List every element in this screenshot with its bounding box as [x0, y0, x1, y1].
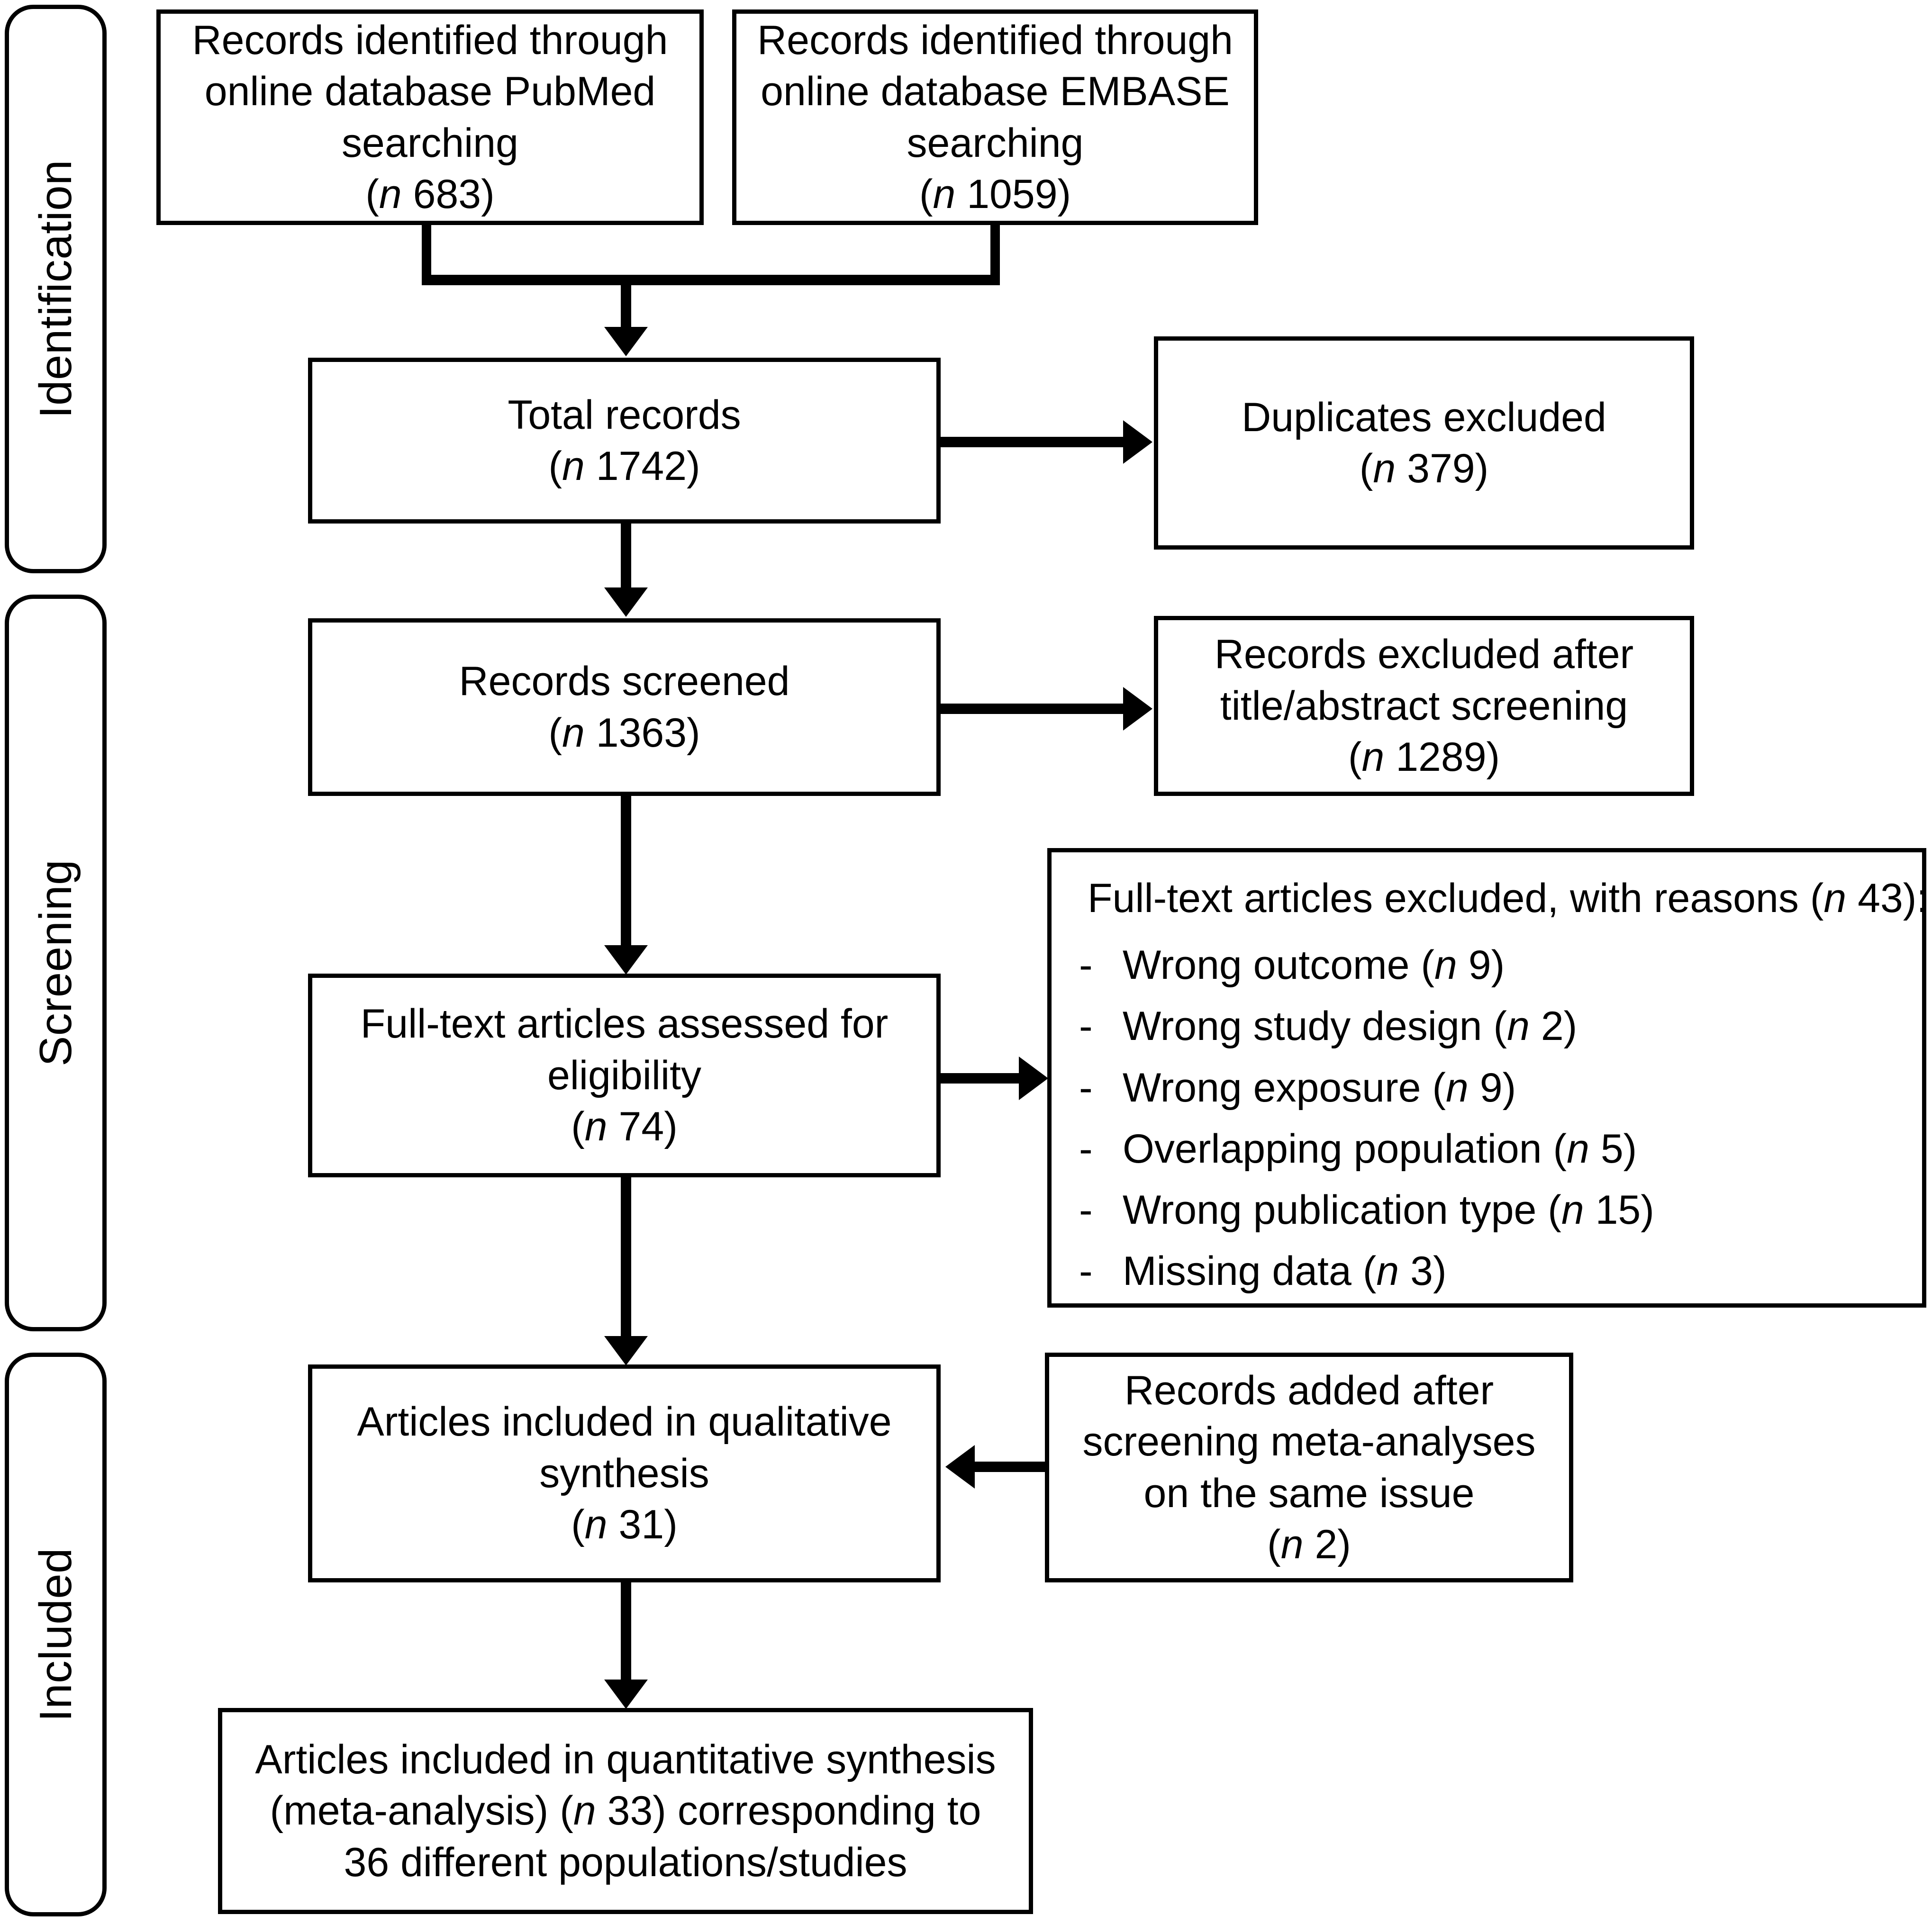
box-total-records-count: (n 1742): [548, 443, 700, 489]
arrow-fulltext-to-reasons: [1019, 1057, 1048, 1100]
phase-label-screening: [5, 595, 107, 1331]
reason-text: Wrong study design (n 2): [1123, 1003, 1578, 1049]
reason-dash: -: [1079, 1187, 1093, 1233]
box-fulltext-line1: Full-text articles assessed for: [360, 1001, 889, 1047]
reason-dash: -: [1079, 1126, 1093, 1172]
arrow-total-to-duplicates: [1123, 420, 1152, 464]
box-records-excluded-line2: title/abstract screening: [1220, 683, 1628, 729]
reason-item: [1079, 941, 1898, 990]
connector-sources-horizontal: [422, 275, 1000, 285]
box-records-added-count: (n 2): [1267, 1521, 1351, 1567]
box-records-screened-line1: Records screened: [459, 659, 790, 705]
box-records-screened: [308, 618, 941, 796]
connector-added-to-qualitative: [974, 1462, 1047, 1472]
box-embase-records: [732, 9, 1258, 225]
box-quantitative-line1: Articles included in quantitative synthesis: [255, 1736, 996, 1782]
reason-item: [1079, 1186, 1898, 1235]
box-quantitative-synthesis: [218, 1708, 1033, 1914]
connector-sources-down: [621, 275, 631, 329]
connector-total-to-screened: [621, 524, 631, 592]
connector-screened-to-fulltext: [621, 796, 631, 950]
box-qualitative-synthesis: [308, 1364, 941, 1582]
box-qualitative-line2: synthesis: [539, 1450, 709, 1496]
box-pubmed-line3: searching: [342, 120, 518, 166]
box-records-screened-count: (n 1363): [548, 710, 700, 756]
phase-label-identification: [5, 5, 107, 573]
box-embase-line1: Records identified through: [757, 17, 1233, 63]
arrow-added-to-qualitative: [945, 1445, 975, 1489]
box-duplicates-line1: Duplicates excluded: [1242, 394, 1606, 440]
box-pubmed-line2: online database PubMed: [204, 69, 656, 115]
box-quantitative-line2: (meta-analysis) (n 33) corresponding to: [270, 1788, 981, 1834]
box-fulltext-assessed: [308, 974, 941, 1177]
box-pubmed-line1: Records identified through: [192, 17, 668, 63]
reasons-heading: Full-text articles excluded, with reasons (n 43):: [1088, 876, 1928, 921]
reason-text: Overlapping population (n 5): [1123, 1126, 1637, 1172]
reason-item: [1079, 1247, 1898, 1296]
reason-dash: -: [1079, 1248, 1093, 1294]
box-embase-line2: online database EMBASE: [761, 69, 1230, 115]
box-records-added-line3: on the same issue: [1143, 1470, 1475, 1516]
reasons-list: [1079, 941, 1898, 1296]
box-records-excluded-line1: Records excluded after: [1214, 632, 1634, 677]
arrow-qualitative-to-quantitative: [604, 1680, 648, 1709]
arrow-total-to-screened: [604, 587, 648, 617]
box-embase-count: (n 1059): [919, 171, 1071, 217]
arrow-screened-to-excluded: [1123, 687, 1152, 731]
box-quantitative-line3: 36 different populations/studies: [344, 1839, 907, 1885]
reason-text: Wrong publication type (n 15): [1123, 1187, 1654, 1233]
connector-qualitative-to-quantitative: [621, 1582, 631, 1684]
arrow-screened-to-fulltext: [604, 945, 648, 975]
box-total-records-line1: Total records: [508, 392, 741, 438]
box-qualitative-count: (n 31): [571, 1502, 678, 1548]
box-total-records: [308, 358, 941, 524]
box-records-added: [1045, 1353, 1573, 1582]
reason-text: Wrong outcome (n 9): [1123, 942, 1505, 988]
reason-item: [1079, 1064, 1898, 1112]
arrow-sources-to-total: [604, 327, 648, 356]
box-fulltext-excluded-reasons: [1047, 848, 1926, 1308]
connector-fulltext-to-qualitative: [621, 1177, 631, 1341]
box-fulltext-line2: eligibility: [547, 1052, 702, 1098]
reason-item: [1079, 1125, 1898, 1174]
box-qualitative-line1: Articles included in qualitative: [357, 1399, 892, 1445]
reason-dash: -: [1079, 1003, 1093, 1049]
box-duplicates-excluded: [1154, 336, 1694, 550]
phase-label-identification-text: Identification: [30, 159, 81, 418]
connector-total-to-duplicates: [941, 437, 1125, 447]
connector-sources-embase-stem: [990, 225, 1000, 282]
box-records-excluded-count: (n 1289): [1348, 734, 1500, 780]
box-pubmed-records: [156, 9, 704, 225]
box-records-added-line1: Records added after: [1124, 1367, 1494, 1413]
reason-dash: -: [1079, 1065, 1093, 1111]
connector-screened-to-excluded: [941, 704, 1125, 714]
connector-fulltext-to-reasons: [941, 1073, 1024, 1084]
box-fulltext-count: (n 74): [571, 1104, 678, 1150]
connector-sources-pubmed-stem: [422, 225, 431, 282]
reason-dash: -: [1079, 942, 1093, 988]
box-pubmed-count: (n 683): [365, 171, 495, 217]
phase-label-included-text: Included: [30, 1547, 81, 1722]
reason-item: [1079, 1002, 1898, 1051]
phase-label-screening-text: Screening: [30, 859, 81, 1066]
reason-text: Missing data (n 3): [1123, 1248, 1447, 1294]
box-duplicates-count: (n 379): [1359, 446, 1489, 491]
arrow-fulltext-to-qualitative: [604, 1336, 648, 1365]
box-embase-line3: searching: [907, 120, 1084, 166]
phase-label-included: [5, 1353, 107, 1916]
box-records-added-line2: screening meta-analyses: [1082, 1419, 1536, 1465]
reason-text: Wrong exposure (n 9): [1123, 1065, 1516, 1111]
box-records-excluded-screening: [1154, 616, 1694, 796]
